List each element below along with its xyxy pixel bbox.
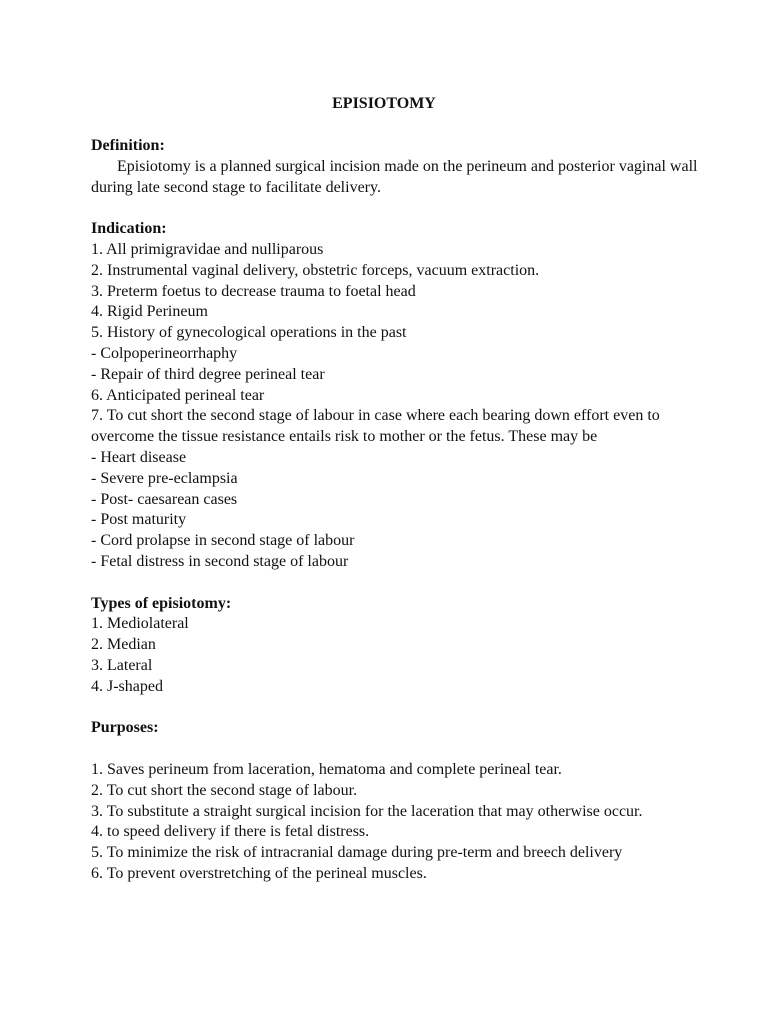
indication-item: 1. All primigravidae and nulliparous (91, 240, 324, 258)
indication-item: 6. Anticipated perineal tear (91, 386, 265, 404)
types-section (91, 594, 721, 698)
types-item: 2. Median (91, 636, 156, 654)
purposes-item: 1. Saves perineum from laceration, hematoma and complete perineal tear. (91, 760, 562, 778)
indication-item: 4. Rigid Perineum (91, 303, 208, 321)
indication-subitem: - Heart disease (91, 448, 187, 466)
types-item: 3. Lateral (91, 656, 153, 674)
purposes-section (91, 718, 721, 884)
indication-subitem: - Colpoperineorrhaphy (91, 344, 238, 362)
definition-section (91, 136, 721, 198)
document-title: EPISIOTOMY (332, 95, 436, 112)
indication-heading: Indication: (91, 220, 167, 238)
purposes-item: 4. to speed delivery if there is fetal distress. (91, 823, 370, 841)
document-body (91, 136, 721, 885)
purposes-item: 6. To prevent overstretching of the perineal muscles. (91, 864, 427, 882)
definition-text: Episiotomy is a planned surgical incision made on the perineum and posterior vaginal wall during late second stage to facilitate delivery. (91, 157, 698, 196)
indication-subitem: - Cord prolapse in second stage of labour (91, 532, 355, 550)
purposes-heading: Purposes: (91, 719, 159, 737)
types-heading: Types of episiotomy: (91, 594, 232, 612)
indication-subitem: - Post maturity (91, 511, 187, 529)
indication-item: 7. To cut short the second stage of labour in case where each bearing down effort even to overcome the tissue resistance entails risk to mother or the fetus. These may be (91, 407, 660, 446)
indication-subitem: - Severe pre-eclampsia (91, 469, 238, 487)
indication-section (91, 219, 721, 573)
types-item: 4. J-shaped (91, 677, 163, 695)
indication-subitem: - Post- caesarean cases (91, 490, 238, 508)
definition-heading: Definition: (91, 137, 165, 154)
section-spacer (91, 698, 721, 719)
purposes-item: 2. To cut short the second stage of labour. (91, 781, 358, 799)
section-spacer (91, 573, 721, 594)
indication-item: 2. Instrumental vaginal delivery, obstetric forceps, vacuum extraction. (91, 261, 540, 279)
heading-spacer (91, 739, 721, 760)
types-item: 1. Mediolateral (91, 615, 189, 633)
indication-item: 3. Preterm foetus to decrease trauma to foetal head (91, 282, 416, 300)
indication-subitem: - Fetal distress in second stage of labour (91, 552, 349, 570)
purposes-item: 5. To minimize the risk of intracranial damage during pre-term and breech delivery (91, 844, 623, 862)
indication-item: 5. History of gynecological operations in the past (91, 324, 407, 342)
purposes-item: 3. To substitute a straight surgical incision for the laceration that may otherwise occur. (91, 802, 643, 820)
section-spacer (91, 198, 721, 219)
indication-subitem: - Repair of third degree perineal tear (91, 365, 325, 383)
